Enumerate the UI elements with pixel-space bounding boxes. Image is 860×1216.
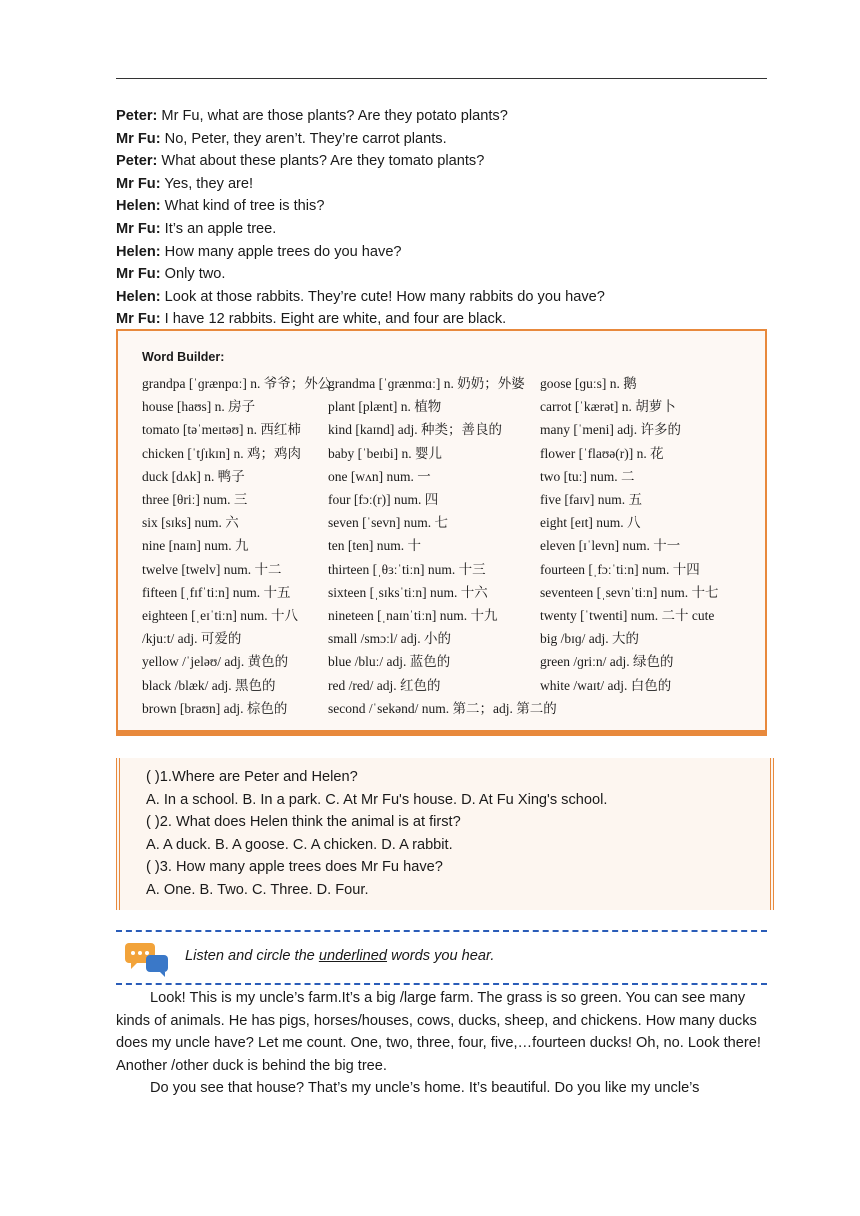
line-text: No, Peter, they aren’t. They’re carrot plants. <box>160 130 447 147</box>
dialogue-line <box>116 128 776 151</box>
word-entry: yellow /ˈjeləʊ/ adj. 黄色的 <box>142 654 289 670</box>
top-rule <box>116 78 767 79</box>
word-entry: ten [ten] num. 十 <box>328 538 421 554</box>
line-text: Only two. <box>160 266 226 283</box>
word-builder-row <box>142 674 762 696</box>
passage-paragraph: Do you see that house? That’s my uncle’s home. It’s beautiful. Do you like my uncle’s <box>150 1080 700 1097</box>
speaker: Mr Fu: <box>116 266 161 283</box>
word-builder-row <box>142 627 762 649</box>
word-entry: two [tuː] num. 二 <box>540 468 635 484</box>
word-entry: grandma [ˈɡrænmɑː] n. 奶奶；外婆 <box>328 376 525 391</box>
word-entry: sixteen [ˌsɪksˈtiːn] num. 十六 <box>328 584 488 600</box>
word-builder-row <box>142 534 762 556</box>
word-builder-row <box>142 558 762 580</box>
speaker: Helen: <box>116 243 161 260</box>
word-entry: grandpa [ˈɡrænpɑː] n. 爷爷；外公 <box>142 376 332 391</box>
speaker: Mr Fu: <box>116 220 161 237</box>
dialogue <box>116 105 776 331</box>
line-text: Mr Fu, what are those plants? Are they potato plants? <box>157 108 508 124</box>
word-entry: flower [ˈflaʊə(r)] n. 花 <box>540 445 664 461</box>
word-builder-row <box>142 581 762 603</box>
instruction-underlined: underlined <box>318 948 388 964</box>
word-entry: kind [kaɪnd] adj. 种类；善良的 <box>328 422 502 438</box>
word-entry: baby [ˈbeɪbi] n. 婴儿 <box>328 445 442 461</box>
dialogue-line <box>116 308 776 331</box>
word-builder-row <box>142 418 762 440</box>
word-entry: brown [braʊn] adj. 棕色的 <box>142 700 288 716</box>
chat-bubbles-icon <box>124 942 170 978</box>
line-text: Look at those rabbits. They’re cute! How many rabbits do you have? <box>160 288 605 305</box>
quiz-options: A. In a school. B. In a park. C. At Mr Fu's house. D. At Fu Xing's school. <box>146 791 608 808</box>
dialogue-line <box>116 286 776 309</box>
dashed-divider-top <box>116 930 767 932</box>
line-text: What kind of tree is this? <box>160 198 325 215</box>
word-entry: three [θriː] num. 三 <box>142 492 248 507</box>
word-entry: plant [plænt] n. 植物 <box>328 399 442 415</box>
line-text: What about these plants? Are they tomato plants? <box>157 153 485 170</box>
word-builder-row <box>142 488 762 510</box>
word-builder-row <box>142 650 762 672</box>
word-builder-row <box>142 372 762 394</box>
word-entry: twenty [ˈtwenti] num. 二十 cute <box>540 608 715 623</box>
dialogue-line <box>116 263 776 286</box>
speaker: Mr Fu: <box>116 130 161 147</box>
dialogue-line <box>116 150 776 173</box>
word-entry: seventeen [ˌsevnˈtiːn] num. 十七 <box>540 584 719 600</box>
word-entry: green /ɡriːn/ adj. 绿色的 <box>540 654 674 670</box>
listening-instruction <box>185 948 494 964</box>
quiz-question: ( )3. How many apple trees does Mr Fu have? <box>146 859 443 876</box>
speaker: Peter: <box>116 108 158 124</box>
word-entry: blue /bluː/ adj. 蓝色的 <box>328 654 451 670</box>
word-entry: eight [eɪt] num. 八 <box>540 515 641 531</box>
word-entry: six [sɪks] num. 六 <box>142 515 239 531</box>
instruction-text: Listen and circle the <box>185 948 319 964</box>
dashed-divider-bottom <box>116 983 767 985</box>
word-entry: eleven [ɪˈlevn] num. 十一 <box>540 538 681 554</box>
word-entry: many [ˈmeni] adj. 许多的 <box>540 422 681 438</box>
word-entry: big /bɪɡ/ adj. 大的 <box>540 631 639 647</box>
quiz-options: A. A duck. B. A goose. C. A chicken. D. A rabbit. <box>146 836 453 853</box>
quiz-box <box>116 758 774 910</box>
word-entry: five [faɪv] num. 五 <box>540 492 642 507</box>
word-builder-box <box>116 329 767 736</box>
word-entry: twelve [twelv] num. 十二 <box>142 561 282 577</box>
quiz-question: ( )2. What does Helen think the animal is at first? <box>146 814 461 831</box>
word-builder-row <box>142 697 762 719</box>
word-entry: /kjuːt/ adj. 可爱的 <box>142 631 242 647</box>
dialogue-line <box>116 195 776 218</box>
speaker: Helen: <box>116 198 161 215</box>
word-builder-row <box>142 465 762 487</box>
dialogue-line <box>116 173 776 196</box>
word-entry: small /smɔːl/ adj. 小的 <box>328 631 451 647</box>
word-entry: second /ˈsekənd/ num. 第二；adj. 第二的 <box>328 700 557 716</box>
speaker: Mr Fu: <box>116 311 161 328</box>
word-entry: nineteen [ˌnaɪnˈtiːn] num. 十九 <box>328 608 498 623</box>
speaker: Mr Fu: <box>116 175 161 192</box>
word-entry: house [haʊs] n. 房子 <box>142 399 256 415</box>
line-text: It’s an apple tree. <box>160 220 277 237</box>
instruction-text: words you hear. <box>387 948 495 964</box>
speaker: Helen: <box>116 288 161 305</box>
word-builder-title: Word Builder: <box>142 350 225 364</box>
word-builder-row <box>142 395 762 417</box>
word-entry: nine [naɪn] num. 九 <box>142 538 249 554</box>
word-entry: goose [ɡuːs] n. 鹅 <box>540 376 637 391</box>
dialogue-line <box>116 105 776 128</box>
word-entry: fifteen [ˌfɪfˈtiːn] num. 十五 <box>142 584 291 600</box>
word-entry: chicken [ˈtʃɪkɪn] n. 鸡；鸡肉 <box>142 445 301 461</box>
line-text: Yes, they are! <box>160 175 254 192</box>
word-builder-row <box>142 442 762 464</box>
word-entry: white /waɪt/ adj. 白色的 <box>540 677 672 693</box>
dialogue-line <box>116 241 776 264</box>
word-entry: black /blæk/ adj. 黑色的 <box>142 677 276 693</box>
word-entry: fourteen [ˌfɔːˈtiːn] num. 十四 <box>540 561 700 577</box>
word-builder-row <box>142 604 762 626</box>
word-entry: duck [dʌk] n. 鸭子 <box>142 468 245 484</box>
passage-paragraph: Look! This is my uncle’s farm.It’s a big /large farm. The grass is so green. You can see many kinds of animals. He has pigs, horses/houses, cows, ducks, sheep, and chickens. How many ducks does my uncle have? Let me count. One, two, three, four, five,…fourteen ducks! Oh, no. Look there! Another /other duck is behind the big tree. <box>116 990 761 1074</box>
word-entry: thirteen [ˌθɜːˈtiːn] num. 十三 <box>328 561 486 577</box>
line-text: I have 12 rabbits. Eight are white, and four are black. <box>160 311 507 328</box>
word-entry: tomato [təˈmeɪtəʊ] n. 西红柿 <box>142 422 301 438</box>
line-text: How many apple trees do you have? <box>160 243 402 260</box>
word-entry: carrot [ˈkærət] n. 胡萝卜 <box>540 399 676 415</box>
dialogue-line <box>116 218 776 241</box>
passage <box>116 987 768 1100</box>
quiz-options: A. One. B. Two. C. Three. D. Four. <box>146 882 369 898</box>
quiz-question: ( )1.Where are Peter and Helen? <box>146 769 358 785</box>
word-entry: one [wʌn] num. 一 <box>328 468 431 484</box>
word-entry: eighteen [ˌeɪˈtiːn] num. 十八 <box>142 608 298 623</box>
word-builder-row <box>142 511 762 533</box>
speaker: Peter: <box>116 153 158 170</box>
word-entry: seven [ˈsevn] num. 七 <box>328 515 448 531</box>
word-entry: red /red/ adj. 红色的 <box>328 677 441 693</box>
word-entry: four [fɔː(r)] num. 四 <box>328 492 439 507</box>
